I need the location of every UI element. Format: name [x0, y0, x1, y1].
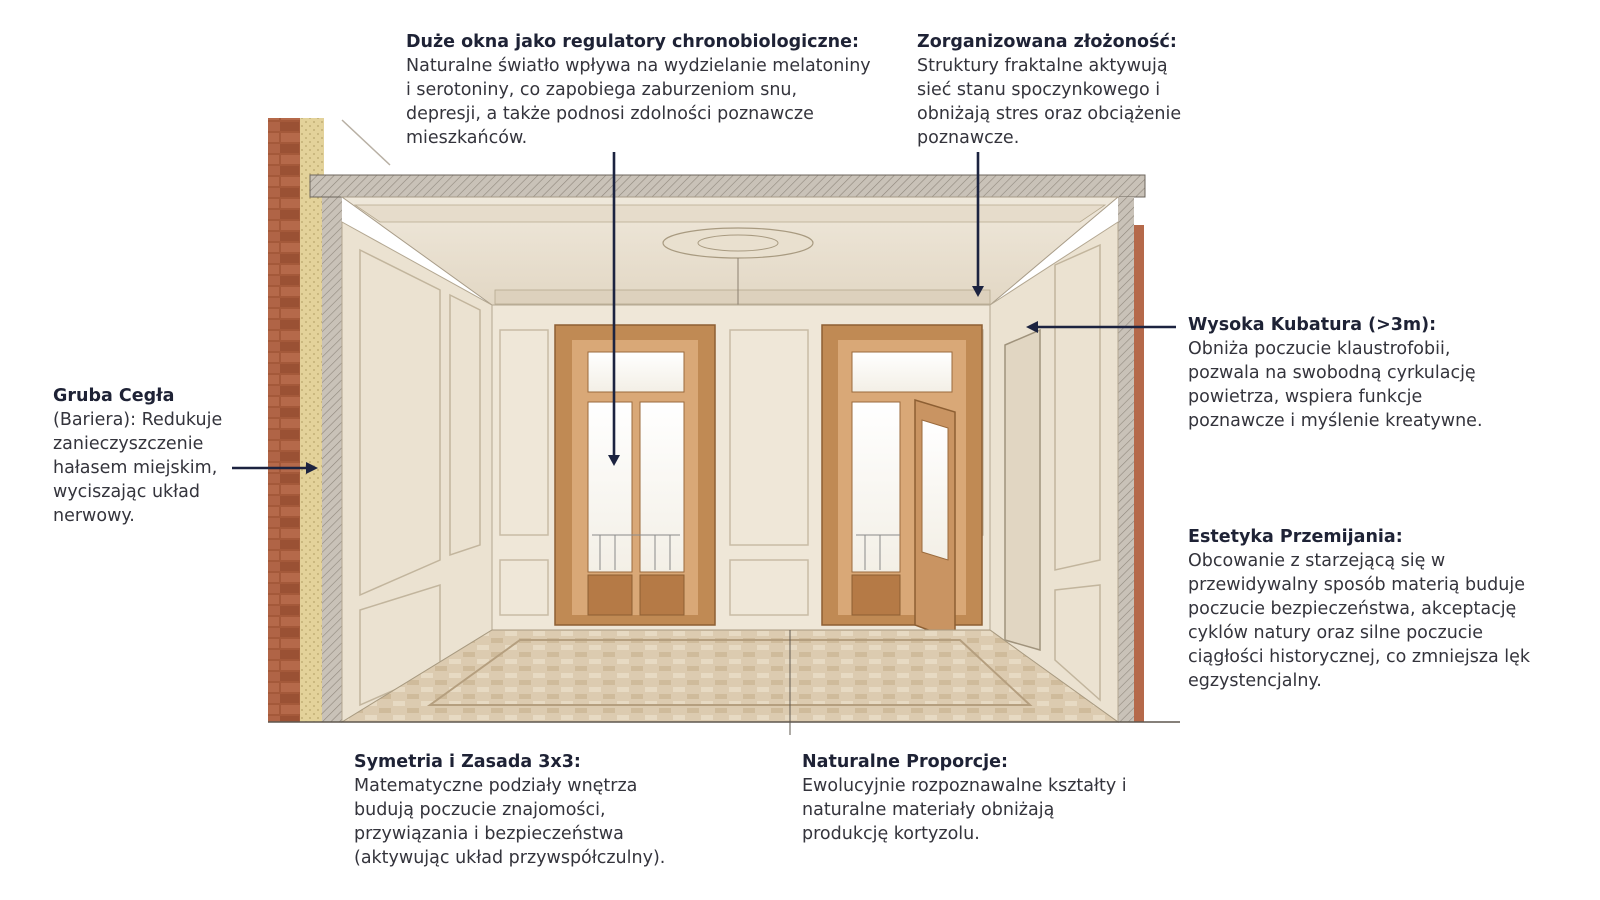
- annotation-proportions-body: Ewolucyjnie rozpoznawalne kształty i naturalne materiały obniżają produkcję kortyzolu.: [802, 776, 1127, 844]
- annotation-symmetry-body: Matematyczne podziały wnętrza budują poczucie znajomości, przywiązania i bezpieczeństwa (aktywując układ przywspółczulny).: [354, 776, 666, 868]
- annotation-brick: [53, 384, 238, 528]
- annotation-symmetry: [354, 750, 694, 870]
- annotation-complexity-title: Zorganizowana złożoność:: [917, 32, 1177, 52]
- annotation-windows: [406, 30, 876, 150]
- annotation-windows-title: Duże okna jako regulatory chronobiologiczne:: [406, 32, 860, 52]
- annotation-complexity-body: Struktury fraktalne aktywują sieć stanu spoczynkowego i obniżają stres oraz obciążenie poznawcze.: [917, 56, 1182, 148]
- annotation-complexity: [917, 30, 1197, 150]
- annotation-windows-body: Naturalne światło wpływa na wydzielanie melatoniny i serotoniny, co zapobiega zaburzeniom snu, depresji, a także podnosi zdolności poznawcze mieszkańców.: [406, 56, 871, 148]
- annotation-height-title: Wysoka Kubatura (>3m):: [1188, 315, 1437, 335]
- annotation-brick-body: (Bariera): Redukuje zanieczyszczenie hałasem miejskim, wyciszając układ nerwowy.: [53, 410, 223, 526]
- ceiling-rosette: [663, 228, 813, 258]
- annotation-symmetry-title: Symetria i Zasada 3x3:: [354, 752, 581, 772]
- side-door: [1005, 330, 1040, 650]
- wall-insulation: [300, 118, 324, 722]
- annotation-aging: [1188, 525, 1553, 693]
- annotation-proportions-title: Naturalne Proporcje:: [802, 752, 1009, 772]
- annotation-brick-title: Gruba Cegła: [53, 386, 175, 406]
- window-left: [555, 325, 715, 625]
- window-right: [822, 325, 982, 640]
- annotation-height-body: Obniża poczucie klaustrofobii, pozwala na swobodną cyrkulację powietrza, wspiera funkcje poznawcze i myślenie kreatywne.: [1188, 339, 1483, 431]
- annotation-height: [1188, 313, 1483, 433]
- annotation-aging-body: Obcowanie z starzejącą się w przewidywalny sposób materią buduje poczucie bezpieczeństwa, akceptację cyklów natury oraz silne poczucie ciągłości historycznej, co zmniejsza lęk egzystencjalny.: [1188, 551, 1531, 691]
- annotation-aging-title: Estetyka Przemijania:: [1188, 527, 1403, 547]
- annotation-proportions: [802, 750, 1142, 846]
- ceiling-slab: [310, 175, 1145, 197]
